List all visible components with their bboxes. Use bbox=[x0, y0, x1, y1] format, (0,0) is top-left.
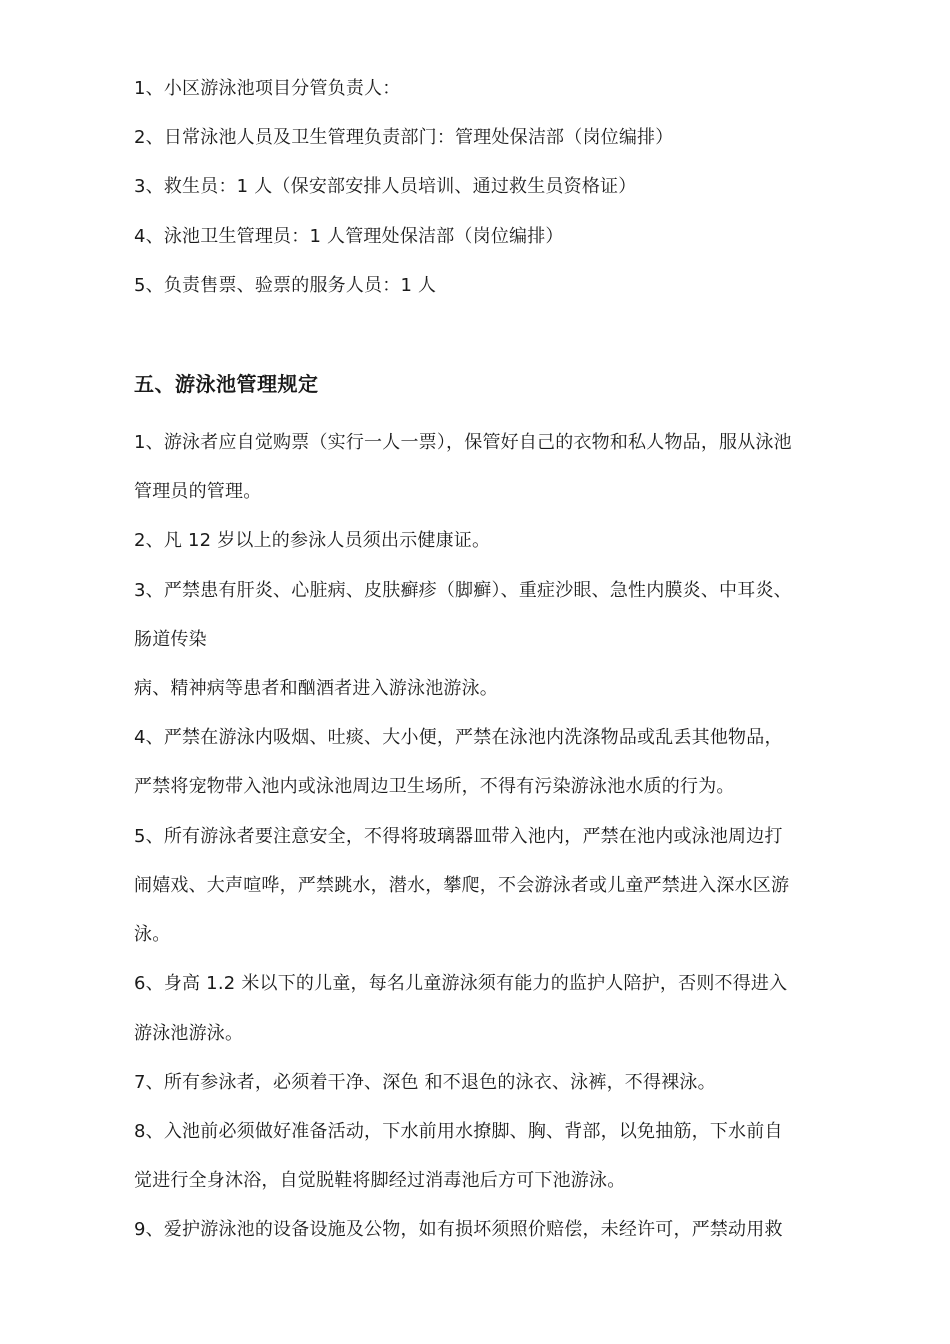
rule-line: 管理员的管理。 bbox=[134, 481, 262, 502]
rule-line: 6、身高 1.2 米以下的儿童，每名儿童游泳须有能力的监护人陪护，否则不得进入 bbox=[134, 973, 788, 994]
rule-line: 3、严禁患有肝炎、心脏病、皮肤癣疹（脚癣）、重症沙眼、急性内膜炎、中耳炎、 bbox=[134, 580, 792, 601]
rule-line: 游泳池游泳。 bbox=[134, 1023, 244, 1044]
section-heading: 五、游泳池管理规定 bbox=[134, 372, 319, 396]
rule-line: 肠道传染 bbox=[134, 629, 207, 650]
rule-line: 8、入池前必须做好准备活动，下水前用水撩脚、胸、背部，以免抽筋，下水前自 bbox=[134, 1121, 783, 1142]
rule-line: 1、游泳者应自觉购票（实行一人一票），保管好自己的衣物和私人物品，服从泳池 bbox=[134, 432, 792, 453]
rule-line: 2、凡 12 岁以上的参泳人员须出示健康证。 bbox=[134, 530, 491, 551]
staff-item-4: 4、泳池卫生管理员：1 人管理处保洁部（岗位编排） bbox=[134, 226, 564, 247]
rule-line: 觉进行全身沐浴，自觉脱鞋将脚经过消毒池后方可下池游泳。 bbox=[134, 1170, 626, 1191]
staff-item-5: 5、负责售票、验票的服务人员：1 人 bbox=[134, 275, 437, 296]
rule-line: 7、所有参泳者，必须着干净、深色 和不退色的泳衣、泳裤，不得裸泳。 bbox=[134, 1072, 716, 1093]
staff-item-2: 2、日常泳池人员及卫生管理负责部门：管理处保洁部（岗位编排） bbox=[134, 127, 674, 148]
rule-line: 5、所有游泳者要注意安全，不得将玻璃器皿带入池内，严禁在池内或泳池周边打 bbox=[134, 826, 783, 847]
rule-line: 9、爱护游泳池的设备设施及公物，如有损坏须照价赔偿，未经许可，严禁动用救 bbox=[134, 1219, 783, 1240]
rule-line: 闹嬉戏、大声喧哗，严禁跳水，潜水，攀爬，不会游泳者或儿童严禁进入深水区游 bbox=[134, 875, 790, 896]
staff-item-3: 3、救生员：1 人（保安部安排人员培训、通过救生员资格证） bbox=[134, 176, 637, 197]
rule-line: 4、严禁在游泳内吸烟、吐痰、大小便，严禁在泳池内洗涤物品或乱丢其他物品， bbox=[134, 727, 783, 748]
rule-line: 病、精神病等患者和酗酒者进入游泳池游泳。 bbox=[134, 678, 498, 699]
rule-line: 泳。 bbox=[134, 924, 171, 945]
rule-line: 严禁将宠物带入池内或泳池周边卫生场所，不得有污染游泳池水质的行为。 bbox=[134, 776, 735, 797]
staff-item-1: 1、小区游泳池项目分管负责人： bbox=[134, 78, 401, 99]
